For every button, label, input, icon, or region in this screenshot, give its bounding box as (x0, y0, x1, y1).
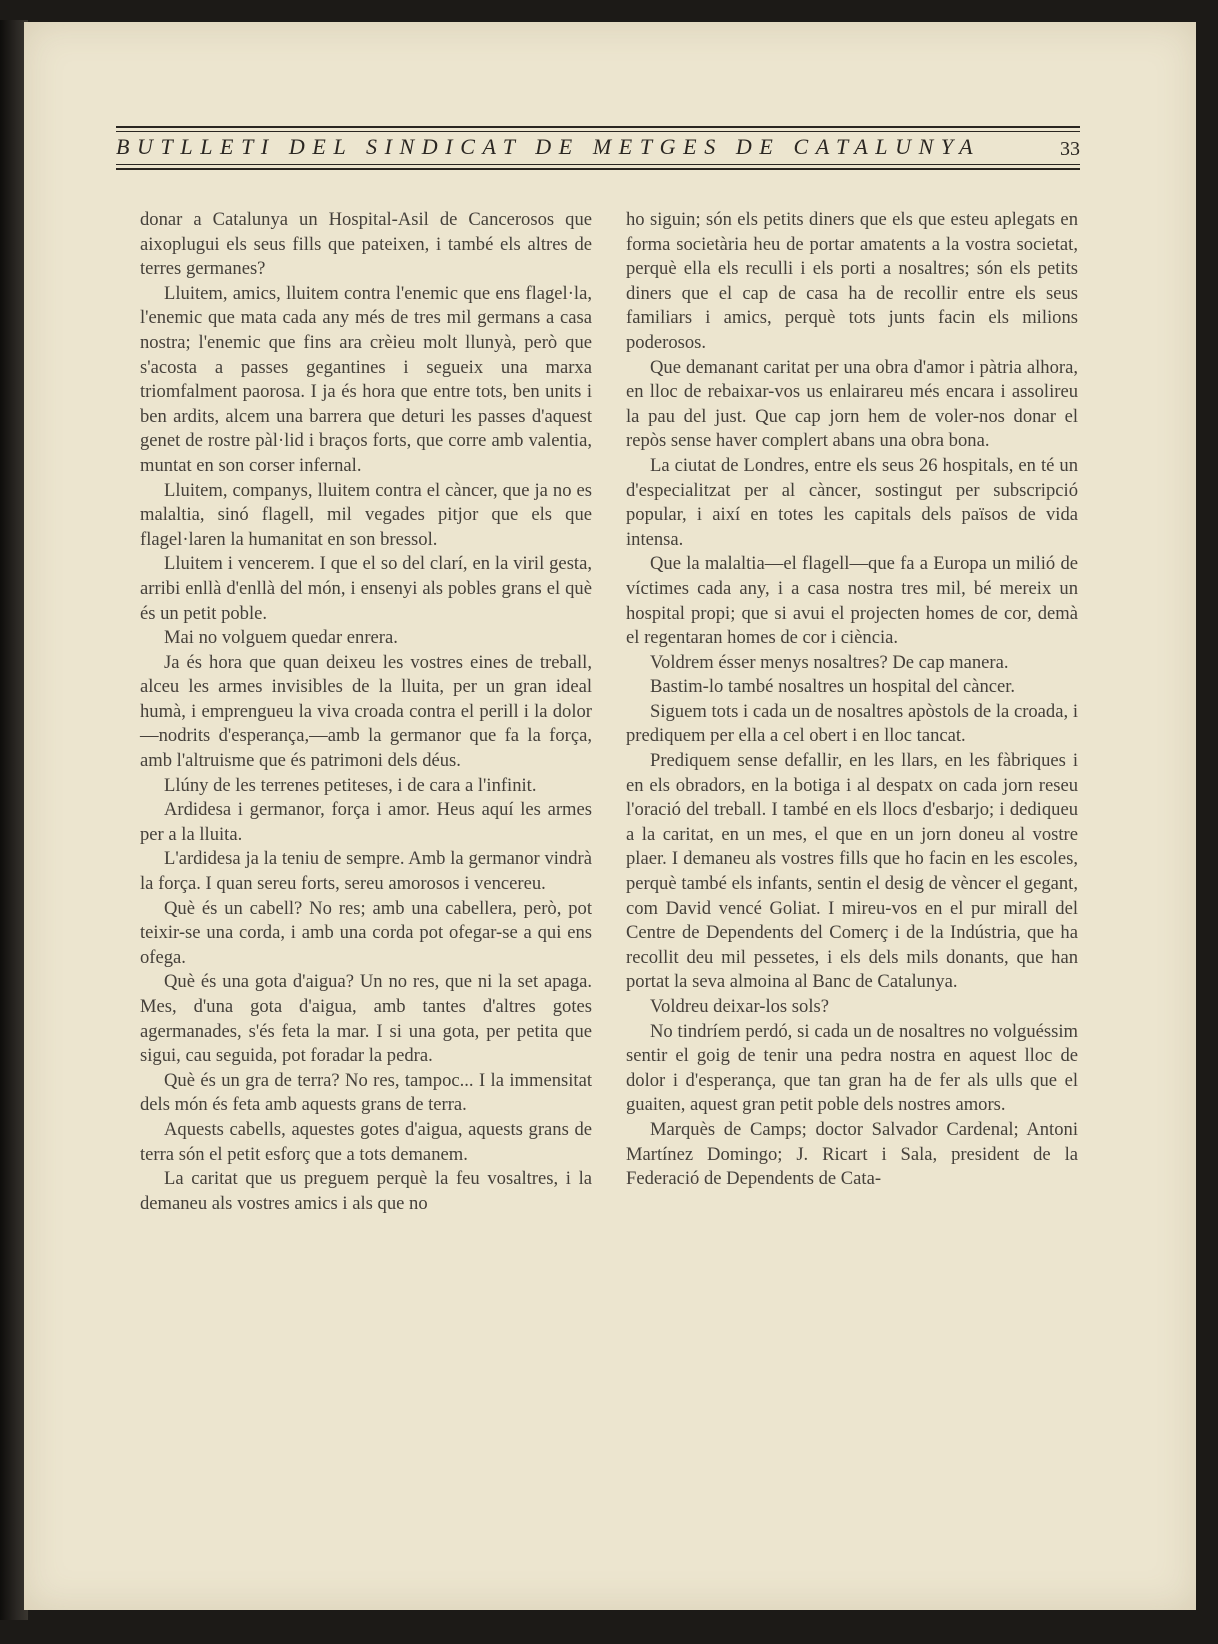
header-rule-top-thin (116, 131, 1080, 132)
paragraph: Voldrem ésser menys nosaltres? De cap manera. (650, 651, 1009, 673)
paragraph: Voldreu deixar-los sols? (650, 996, 829, 1017)
paragraph: Prediquem sense defallir, en les llars, en les fàbriques i en els obradors, en la botiga i al despatx on cada jorn reseu l'oració del treball. I també en els llocs d'esbarjo; i dediqueu a la caritat, en un mes, el que en un jorn doneu al vostre plaer. I demaneu als vostres fills que ho facin en les escoles, perquè també els infants, sentin el desig de vèncer el gegant, com David vencé Goliat. I mireu-vos en el pur mirall del Centre de Dependents del Comerç i de la Indústria, que ha recollit deu mil pessetes, i els dels mils donants, que han portat la seva almoina al Banc de Catalunya. (626, 750, 1078, 993)
paragraph: La caritat que us preguem perquè la feu vosaltres, i la demaneu als vostres amics i als que no (140, 1168, 592, 1214)
paragraph: No tindríem perdó, si cada un de nosaltres no volguéssim sentir el goig de tenir una pedra nostra en aquest lloc de dolor i d'esperança, que tan gran ha de fer als ulls que el guaiten, aquest gran petit poble dels nostres amors. (626, 1020, 1078, 1116)
paragraph: Siguem tots i cada un de nosaltres apòstols de la croada, i prediquem per ella a cel obert i en lloc tancat. (626, 700, 1078, 747)
paragraph: Lluitem, amics, lluitem contra l'enemic que ens flagel·la, l'enemic que mata cada any més de tres mil germans a casa nostra; l'enemic que fins ara crèieu molt llunyà, però que s'acosta a passes gegantines i segueix una marxa triomfalment paorosa. I ja és hora que entre tots, ben units i ben ardits, alcem una barrera que deturi les passes d'aquest genet de rostre pàl·lid i braços forts, que corre amb valentia, muntat en son corser infernal. (140, 282, 592, 476)
paragraph: La ciutat de Londres, entre els seus 26 hospitals, en té un d'especialitzat per al càncer, sostingut per subscripció popular, i així en totes les capitals dels països de vida intensa. (626, 454, 1078, 550)
paragraph: Què és un cabell? No res; amb una cabellera, però, pot teixir-se una corda, i amb una corda pot ofegar-se a qui ens ofega. (140, 897, 592, 968)
right-column (626, 208, 1078, 1192)
paragraph: Mai no volguem quedar enrera. (164, 627, 398, 649)
paragraph: Aquests cabells, aquestes gotes d'aigua, aquests grans de terra són el petit esforç que a tots demanem. (140, 1118, 592, 1165)
paragraph: Que demanant caritat per una obra d'amor i pàtria alhora, en lloc de rebaixar-vos us enlairareu més encara i assolireu la pau del just. Que cap jorn hem de voler-nos donar el repòs sense haver complert abans una obra bona. (626, 356, 1078, 452)
paragraph: Lluitem, companys, lluitem contra el càncer, que ja no es malaltia, sinó flagell, mil vegades pitjor que els que flagel·laren la humanitat en son bressol. (140, 479, 592, 550)
paragraph: Ardidesa i germanor, força i amor. Heus aquí les armes per a la lluita. (140, 799, 592, 845)
journal-title: BUTLLETI DEL SINDICAT DE METGES DE CATALUNYA (116, 134, 981, 159)
running-header (116, 96, 1080, 178)
paragraph: L'ardidesa ja la teniu de sempre. Amb la germanor vindrà la força. I quan sereu forts, sereu amorosos i vencereu. (140, 848, 592, 895)
paragraph: Ja és hora que quan deixeu les vostres eines de treball, alceu les armes invisibles de la lluita, per un gran ideal humà, i emprengueu la viva croada contra el perill i la dolor—nodrits d'esperança,—amb la germanor que fa la força, amb l'altruisme que és patrimoni dels déus. (140, 651, 592, 772)
paragraph: Què és un gra de terra? No res, tampoc... I la immensitat dels món és feta amb aquests grans de terra. (140, 1069, 592, 1116)
paragraph: Llúny de les terrenes petiteses, i de cara a l'infinit. (164, 774, 537, 796)
header-rule-bottom (116, 168, 1080, 170)
left-column (140, 208, 592, 1216)
header-rule-top (116, 126, 1080, 128)
header-rule-bottom-thin (116, 164, 1080, 165)
paragraph: Marquès de Camps; doctor Salvador Cardenal; Antoni Martínez Domingo; J. Ricart i Sala, president de la Federació de Dependents de Cata- (626, 1118, 1078, 1190)
page-number: 33 (1060, 138, 1080, 160)
paragraph: Lluitem i vencerem. I que el so del clarí, en la viril gesta, arribi enllà d'enllà del món, i ensenyi als pobles grans el què és un petit poble. (140, 553, 592, 624)
paragraph: Bastim-lo també nosaltres un hospital del càncer. (650, 676, 1016, 698)
paragraph: Que la malaltia—el flagell—que fa a Europa un milió de víctimes cada any, i a casa nostra tres mil, bé mereix un hospital propi; que si avui el projecten homes de cor, demà el regentaran homes de cor i ciència. (626, 553, 1078, 649)
paragraph: donar a Catalunya un Hospital-Asil de Cancerosos que aixoplugui els seus fills que pateixen, i també els altres de terres germanes? (140, 209, 592, 280)
paragraph: Què és una gota d'aigua? Un no res, que ni la set apaga. Mes, d'una gota d'aigua, amb tantes d'altres gotes agermanades, s'és feta la mar. I si una gota, per petita que sigui, cau seguida, pot foradar la pedra. (140, 971, 592, 1067)
paragraph: ho siguin; són els petits diners que els que esteu aplegats en forma societària heu de portar amatents a la vostra societat, perquè ella els reculli i els porti a nosaltres; són els petits diners que el cap de casa ha de recollir entre els seus familiars i amics, perquè tots junts facin els milions poderosos. (626, 209, 1078, 353)
